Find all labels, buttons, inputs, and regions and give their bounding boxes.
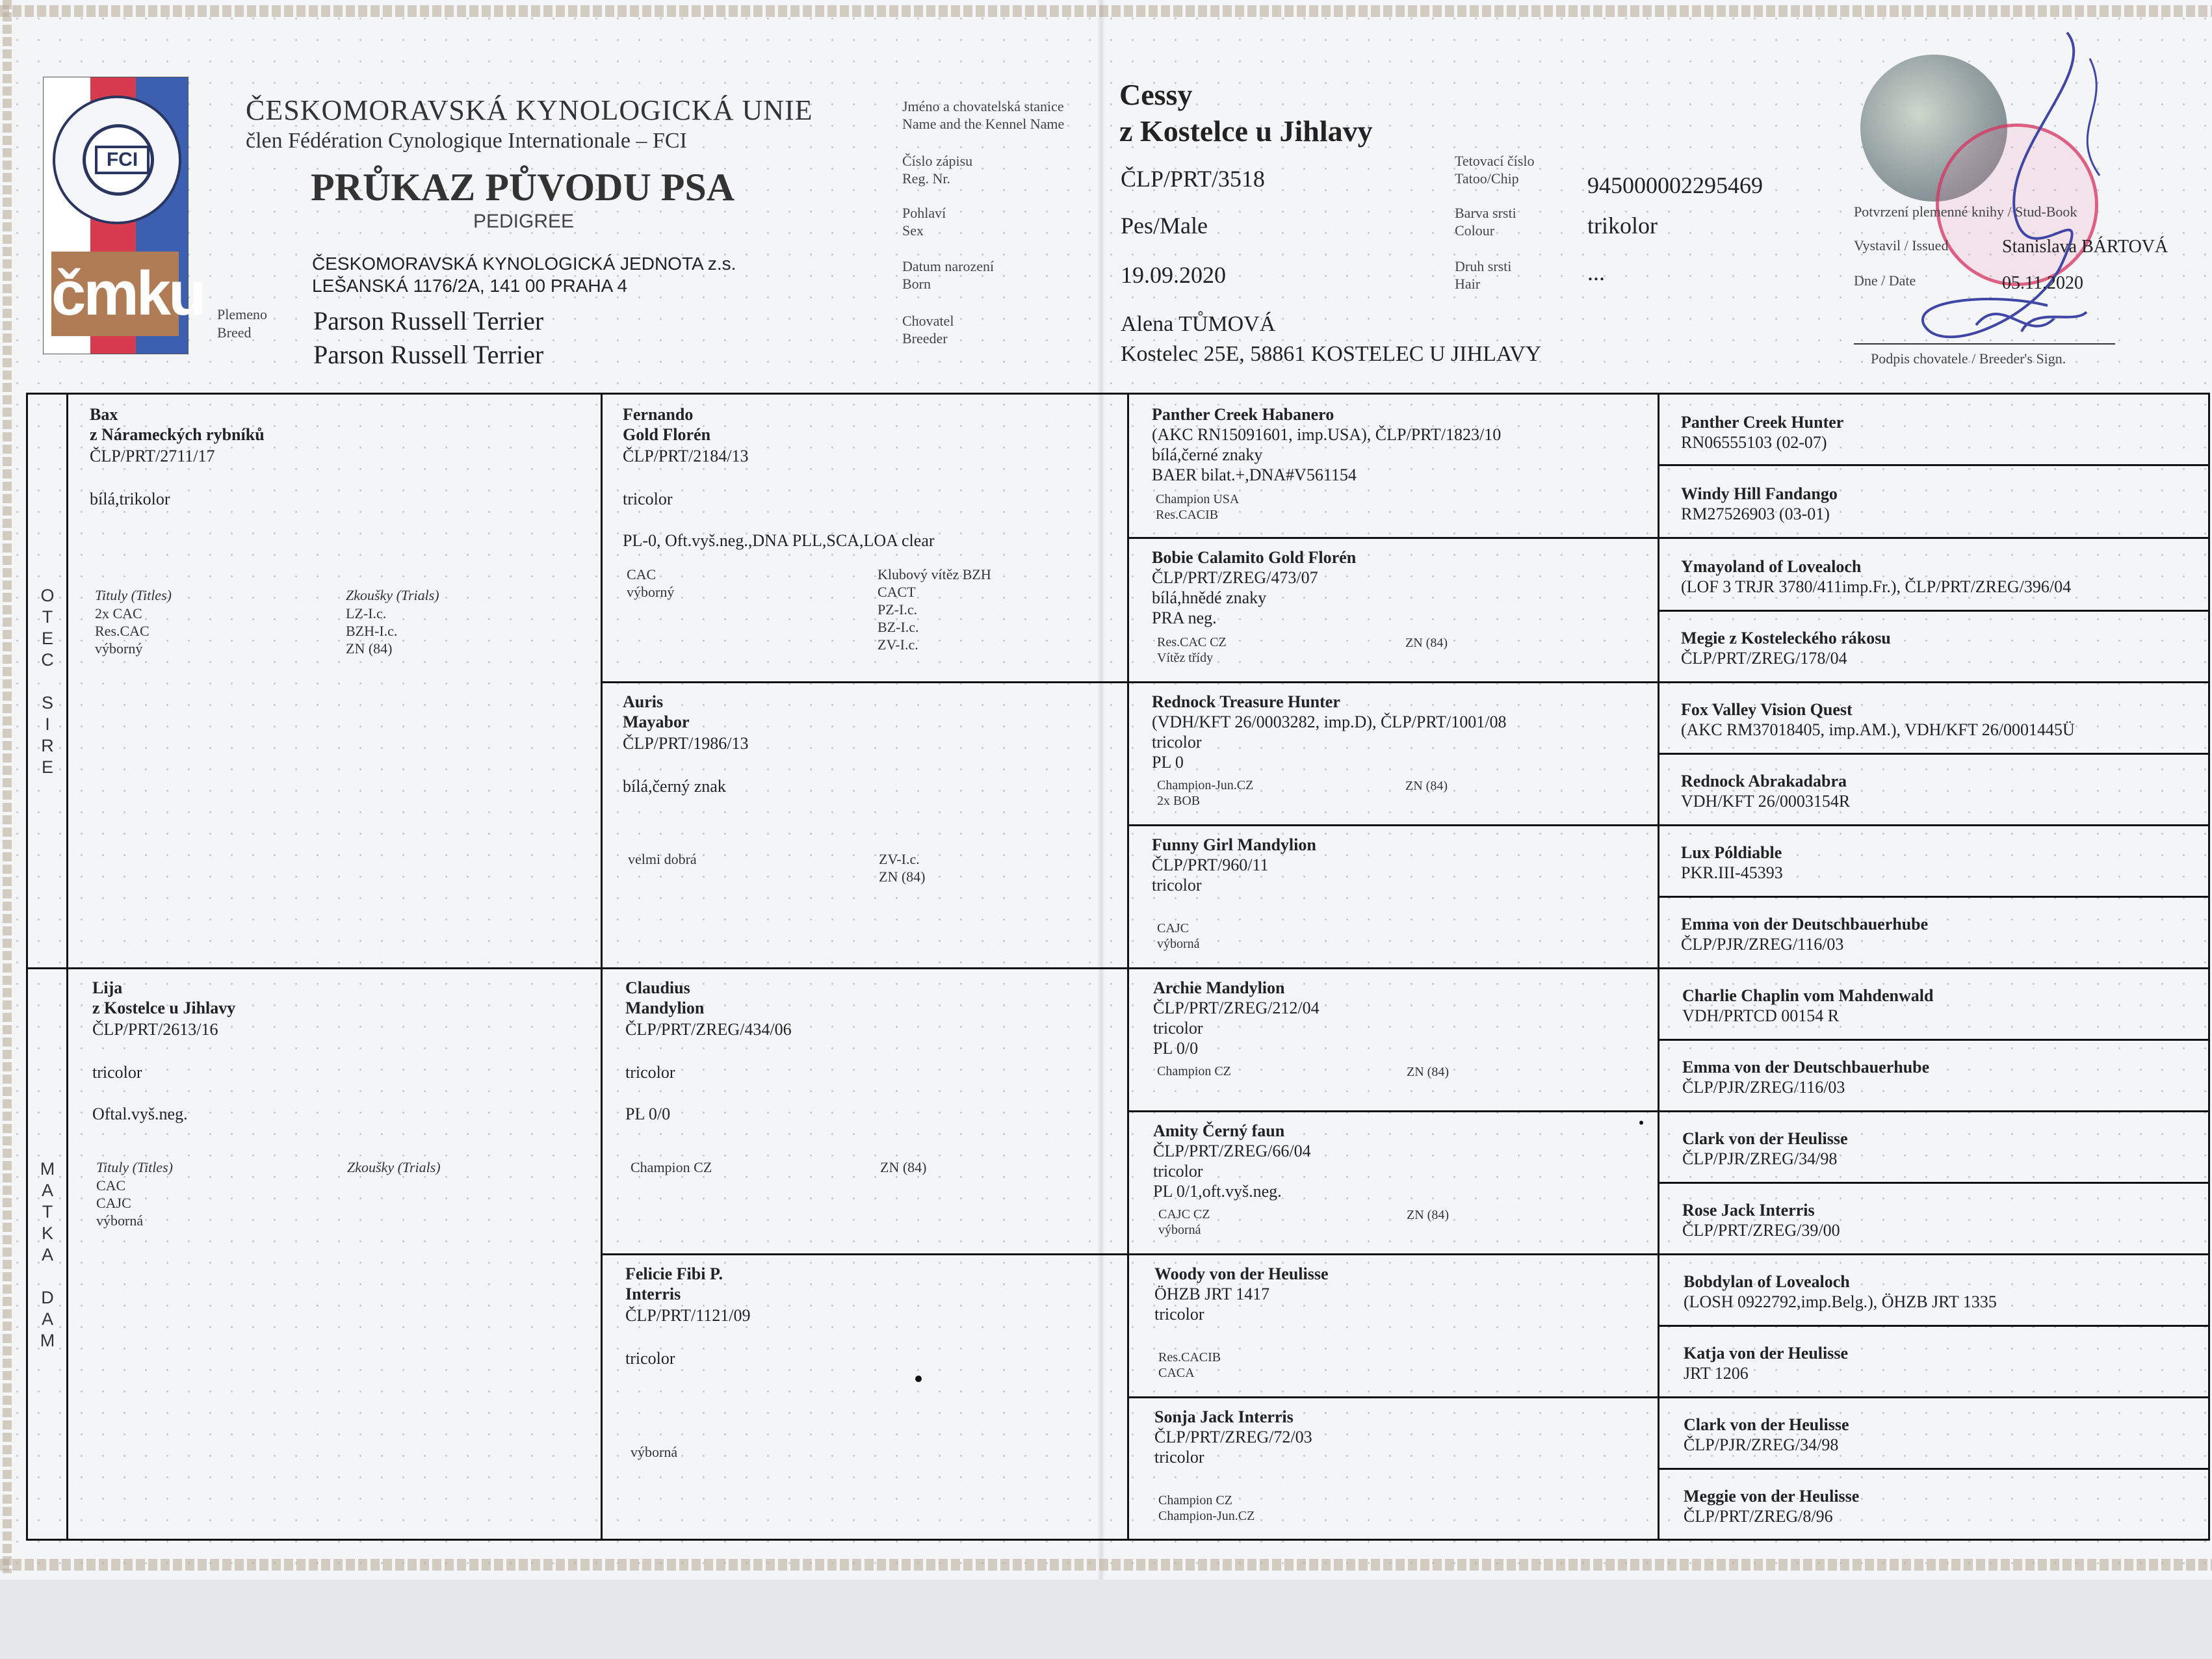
dam-titles-label: Tituly (Titles) bbox=[96, 1159, 173, 1175]
ggp-3-trials: ZN (84) bbox=[1405, 779, 1448, 793]
ggp-4: Funny Girl Mandylion ČLP/PRT/960/11 tricolor bbox=[1152, 835, 1316, 895]
border-chain-bottom bbox=[0, 1559, 2212, 1571]
gggp-4: Megie z Kosteleckého rákosu ČLP/PRT/ZREG/178/04 bbox=[1681, 629, 1891, 668]
signature-label: Podpis chovatele / Breeder's Sign. bbox=[1871, 350, 2066, 367]
fci-logo-text: FCI bbox=[95, 146, 150, 174]
hair-label: Druh srsti Hair bbox=[1455, 258, 1512, 292]
ggp-5-trials: ZN (84) bbox=[1407, 1065, 1449, 1079]
dog-hair: ... bbox=[1587, 259, 1605, 285]
breed-cz: Parson Russell Terrier bbox=[313, 306, 544, 335]
ggp-1-titles: Champion USA Res.CACIB bbox=[1156, 492, 1240, 522]
gggp-6: Rednock Abrakadabra VDH/KFT 26/0003154R bbox=[1681, 772, 1851, 811]
gp-3-name: Claudius Mandylion bbox=[625, 978, 705, 1017]
ink-speck bbox=[1639, 1121, 1643, 1125]
gggp-11: Clark von der Heulisse ČLP/PJR/ZREG/34/98 bbox=[1682, 1129, 1848, 1168]
dam-side-label: M A T K A D A M bbox=[40, 1159, 55, 1350]
ggp-8-titles: Champion CZ Champion-Jun.CZ bbox=[1158, 1493, 1255, 1523]
ggp-6-trials: ZN (84) bbox=[1407, 1208, 1449, 1222]
ink-speck bbox=[915, 1376, 922, 1382]
scan-bottom-strip bbox=[0, 1580, 2212, 1659]
issued-by: Stanislava BÁRTOVÁ bbox=[2002, 237, 2168, 257]
ggp-8: Sonja Jack Interris ČLP/PRT/ZREG/72/03 tricolor bbox=[1154, 1407, 1312, 1467]
gggp-2: Windy Hill Fandango RM27526903 (03-01) bbox=[1681, 484, 1838, 523]
gggp-8: Emma von der Deutschbauerhube ČLP/PJR/ZREG/116/03 bbox=[1681, 915, 1929, 954]
fci-seal-icon bbox=[53, 96, 181, 224]
gp-1-colour: tricolor bbox=[623, 490, 673, 508]
ggp-3: Rednock Treasure Hunter (VDH/KFT 26/0003282, imp.D), ČLP/PRT/1001/08 tricolor PL 0 bbox=[1152, 692, 1507, 772]
fci-cmku-logo bbox=[43, 77, 204, 354]
cmku-logo-text: čmku bbox=[51, 252, 179, 336]
ggp-2: Bobie Calamito Gold Florén ČLP/PRT/ZREG/473/07 bílá,hnědé znaky PRA neg. bbox=[1152, 548, 1357, 627]
studbook-confirm-label: Potvrzení plemenné knihy / Stud-Book bbox=[1854, 203, 2077, 220]
dog-colour: trikolor bbox=[1587, 213, 1658, 239]
ggp-5: Archie Mandylion ČLP/PRT/ZREG/212/04 tricolor PL 0/0 bbox=[1153, 978, 1320, 1058]
sire-titles-label: Tituly (Titles) bbox=[95, 587, 172, 603]
border-chain-top bbox=[0, 5, 2212, 17]
gp-1-reg: ČLP/PRT/2184/13 bbox=[623, 447, 749, 465]
date-label: Dne / Date bbox=[1854, 272, 1916, 289]
gp-1-trials: Klubový vítěz BZH CACT PZ-I.c. BZ-I.c. ZV-I.c. bbox=[878, 566, 991, 653]
ggp-7-titles: Res.CACIB CACA bbox=[1158, 1350, 1221, 1380]
gggp-14: Katja von der Heulisse JRT 1206 bbox=[1684, 1344, 1849, 1383]
dam-reg: ČLP/PRT/2613/16 bbox=[92, 1020, 218, 1039]
sire-titles: 2x CAC Res.CAC výborný bbox=[95, 605, 150, 657]
gp-4-name: Felicie Fibi P. Interris bbox=[625, 1264, 723, 1303]
gp-1-titles: CAC výborný bbox=[627, 566, 675, 600]
gp-2-colour: bílá,černý znak bbox=[623, 777, 726, 796]
sire-name: Bax z Nárameckých rybníků bbox=[90, 405, 265, 444]
gggp-7: Lux Póldiable PKR.III-45393 bbox=[1681, 843, 1783, 882]
sex-label: Pohlaví Sex bbox=[902, 205, 946, 239]
gp-3-trials: ZN (84) bbox=[880, 1159, 927, 1175]
gggp-3: Ymayoland of Lovealoch (LOF 3 TRJR 3780/411imp.Fr.), ČLP/PRT/ZREG/396/04 bbox=[1681, 557, 2072, 596]
breed-label bbox=[217, 306, 295, 342]
dog-reg: ČLP/PRT/3518 bbox=[1121, 166, 1265, 192]
ggp-3-titles: Champion-Jun.CZ 2x BOB bbox=[1157, 778, 1254, 808]
breed-value bbox=[313, 304, 543, 372]
breed-label-en: Breed bbox=[217, 324, 252, 341]
ggp-6: Amity Černý faun ČLP/PRT/ZREG/66/04 tricolor PL 0/1,oft.vyš.neg. bbox=[1153, 1121, 1311, 1201]
gp-1-health: PL-0, Oft.vyš.neg.,DNA PLL,SCA,LOA clear bbox=[623, 531, 935, 550]
border-chain-left bbox=[3, 0, 12, 1573]
gggp-13: Bobdylan of Lovealoch (LOSH 0922792,imp.Belg.), ÖHZB JRT 1335 bbox=[1684, 1272, 1997, 1311]
dog-name: Cessy z Kostelce u Jihlavy bbox=[1119, 78, 1373, 148]
ggp-4-titles: CAJC výborná bbox=[1157, 921, 1200, 951]
gp-1-name: Fernando Gold Florén bbox=[623, 405, 711, 444]
dog-breeder: Alena TŮMOVÁ Kostelec 25E, 58861 KOSTELEC U JIHLAVY bbox=[1121, 312, 1542, 366]
ggp-1: Panther Creek Habanero (AKC RN15091601, imp.USA), ČLP/PRT/1823/10 bílá,černé znaky BAER bilat.+,DNA#V561154 bbox=[1152, 405, 1502, 484]
tattoo-label: Tetovací číslo Tatoo/Chip bbox=[1455, 153, 1535, 187]
gp-4-titles: výborná bbox=[631, 1444, 678, 1460]
gggp-12: Rose Jack Interris ČLP/PRT/ZREG/39/00 bbox=[1682, 1201, 1840, 1240]
breeder-label: Chovatel Breeder bbox=[902, 313, 954, 346]
dog-sex: Pes/Male bbox=[1121, 213, 1208, 239]
dam-health: Oftal.vyš.neg. bbox=[92, 1104, 188, 1123]
gggp-9: Charlie Chaplin vom Mahdenwald VDH/PRTCD 00154 R bbox=[1682, 986, 1934, 1025]
gggp-10: Emma von der Deutschbauerhube ČLP/PJR/ZREG/116/03 bbox=[1682, 1058, 1930, 1097]
gggp-5: Fox Valley Vision Quest (AKC RM37018405, imp.AM.), VDH/KFT 26/0001445Ü bbox=[1681, 700, 2075, 739]
issued-label: Vystavil / Issued bbox=[1854, 237, 1949, 254]
gp-2-name: Auris Mayabor bbox=[623, 692, 690, 731]
dam-titles: CAC CAJC výborná bbox=[96, 1177, 144, 1229]
dam-name: Lija z Kostelce u Jihlavy bbox=[92, 978, 236, 1017]
gggp-1: Panther Creek Hunter RN06555103 (02-07) bbox=[1681, 413, 1844, 452]
reg-label: Číslo zápisu Reg. Nr. bbox=[902, 153, 973, 187]
gp-3-reg: ČLP/PRT/ZREG/434/06 bbox=[625, 1020, 792, 1039]
gp-4-reg: ČLP/PRT/1121/09 bbox=[625, 1306, 751, 1325]
gp-3-health: PL 0/0 bbox=[625, 1104, 671, 1123]
ggp-2-trials: ZN (84) bbox=[1405, 636, 1448, 650]
fci-membership: člen Fédération Cynologique Internationale – FCI bbox=[246, 129, 687, 153]
gp-3-titles: Champion CZ bbox=[631, 1159, 712, 1175]
union-name: ČESKOMORAVSKÁ KYNOLOGICKÁ UNIE bbox=[246, 94, 813, 126]
document-title: PRŮKAZ PŮVODU PSA bbox=[311, 166, 735, 209]
breed-en: Parson Russell Terrier bbox=[313, 340, 544, 369]
signature-line bbox=[1854, 343, 2115, 345]
globe-icon bbox=[83, 124, 154, 196]
sire-colour: bílá,trikolor bbox=[90, 490, 170, 508]
issued-date: 05.11.2020 bbox=[2002, 273, 2083, 293]
sire-reg: ČLP/PRT/2711/17 bbox=[90, 447, 215, 465]
dog-tattoo: 945000002295469 bbox=[1587, 172, 1763, 198]
ggp-2-titles: Res.CAC CZ Vítěz třídy bbox=[1157, 635, 1227, 665]
colour-label: Barva srsti Colour bbox=[1455, 205, 1516, 239]
gggp-16: Meggie von der Heulisse ČLP/PRT/ZREG/8/96 bbox=[1684, 1487, 1860, 1526]
association-name: ČESKOMORAVSKÁ KYNOLOGICKÁ JEDNOTA z.s. bbox=[312, 254, 736, 274]
gp-2-trials: ZV-I.c. ZN (84) bbox=[879, 851, 926, 885]
breed-label-cz: Plemeno bbox=[217, 306, 267, 322]
sire-trials: LZ-I.c. BZH-I.c. ZN (84) bbox=[346, 605, 398, 657]
gp-2-titles: velmi dobrá bbox=[628, 851, 697, 867]
born-label: Datum narození Born bbox=[902, 258, 995, 292]
gp-2-reg: ČLP/PRT/1986/13 bbox=[623, 734, 749, 753]
name-label: Jméno a chovatelská stanice Name and the Kennel Name bbox=[902, 98, 1065, 132]
dam-colour: tricolor bbox=[92, 1063, 142, 1082]
dog-born: 19.09.2020 bbox=[1121, 262, 1226, 288]
ggp-5-titles: Champion CZ bbox=[1157, 1064, 1231, 1078]
gp-4-colour: tricolor bbox=[625, 1349, 675, 1368]
sire-trials-label: Zkoušky (Trials) bbox=[346, 587, 439, 603]
ggp-7: Woody von der Heulisse ÖHZB JRT 1417 tricolor bbox=[1154, 1264, 1329, 1324]
gggp-15: Clark von der Heulisse ČLP/PJR/ZREG/34/98 bbox=[1684, 1415, 1849, 1454]
dam-trials-label: Zkoušky (Trials) bbox=[347, 1159, 441, 1175]
association-address: LEŠANSKÁ 1176/2A, 141 00 PRAHA 4 bbox=[312, 276, 628, 296]
ggp-6-titles: CAJC CZ výborná bbox=[1158, 1207, 1210, 1237]
gp-3-colour: tricolor bbox=[625, 1063, 675, 1082]
sire-side-label: O T E C S I R E bbox=[40, 586, 55, 777]
document-subtitle: PEDIGREE bbox=[473, 211, 575, 232]
signature-icon bbox=[1905, 20, 2126, 358]
